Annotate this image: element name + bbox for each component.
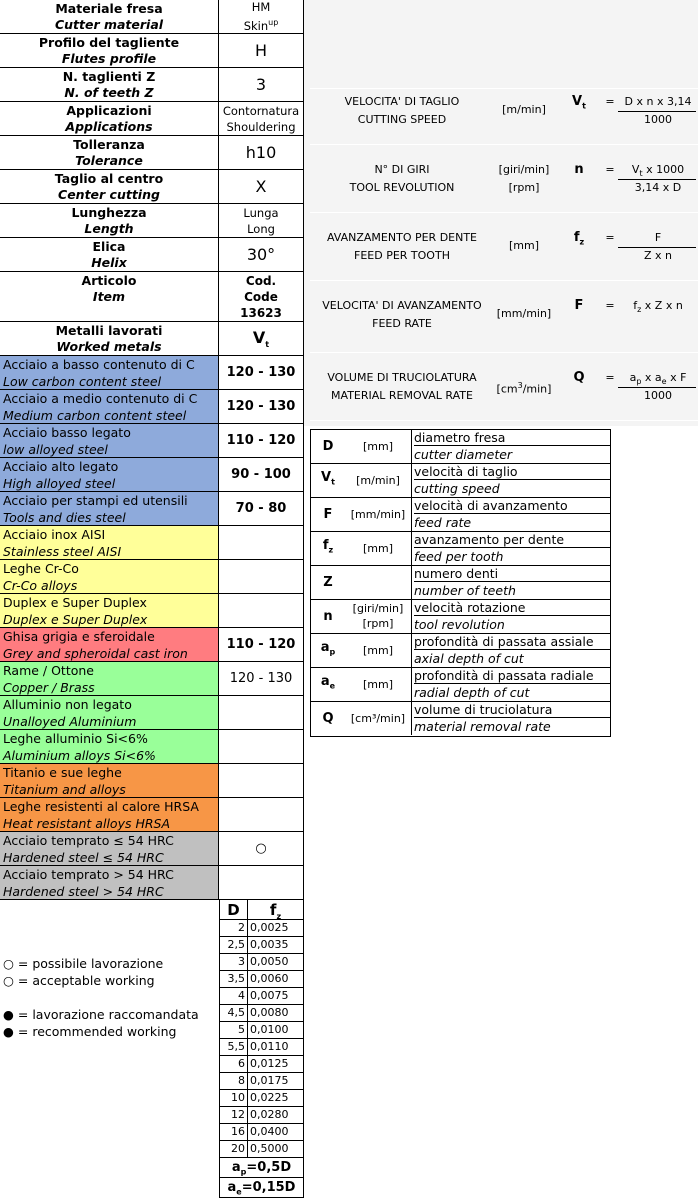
dfz-diameter: 4 [219, 988, 248, 1005]
spec-label-en: Tolerance [75, 153, 143, 168]
formula-denominator: 1000 [644, 389, 672, 402]
material-row [0, 764, 219, 798]
formula-symbol [562, 231, 596, 250]
material-row [0, 866, 219, 900]
spec-value-main: Contornatura [222, 103, 300, 118]
spec-label [0, 204, 219, 238]
legend-description-it: numero denti [414, 565, 610, 582]
legend-symbol-text: $f_z$ [322, 538, 334, 555]
spec-value-main: X [255, 176, 267, 196]
legend-description-it: velocità di avanzamento [414, 497, 610, 514]
formula-symbol [562, 95, 596, 114]
material-row [0, 526, 219, 560]
legend-description-en: feed per tooth [414, 549, 504, 564]
spec-label-it: Lunghezza [71, 205, 147, 220]
material-name-it: Acciaio temprato ≤ 54 HRC [3, 833, 174, 848]
formula-symbol-text: n [574, 162, 584, 177]
symbol-legend-it: ● = lavorazione raccomandata [3, 1007, 199, 1022]
material-name-en: Copper / Brass [3, 680, 95, 695]
material-name-en: Cr-Co alloys [3, 578, 78, 593]
legend-description-it: profondità di passata radiale [414, 667, 610, 684]
material-row [0, 458, 219, 492]
material-name-en: Stainless steel AISI [3, 544, 122, 559]
spec-value-secondary: Skin$^{up}$ [243, 18, 279, 33]
dfz-feed: 0,0225 [248, 1090, 304, 1107]
spec-label-en: Cutter material [54, 17, 164, 32]
legend-unit [345, 565, 411, 599]
legend-unit [345, 497, 411, 531]
dfz-feed: 0,0075 [248, 988, 304, 1005]
spec-label-it: Taglio al centro [54, 171, 164, 186]
legend-description-en: number of teeth [414, 583, 516, 598]
legend-unit [345, 599, 411, 633]
legend-unit-alt: [rpm] [362, 617, 394, 630]
formula-separator [310, 212, 698, 213]
spec-value [219, 34, 304, 68]
dfz-diameter: 5 [219, 1022, 248, 1039]
spec-value-main: h10 [245, 142, 277, 162]
spec-value-main: 30° [246, 244, 276, 264]
material-name-en: Hardened steel ≤ 54 HRC [3, 850, 164, 865]
ae-symbol: $a_e$ [227, 1180, 242, 1197]
legend-description [411, 565, 610, 599]
formula-unit-alt: [rpm] [508, 181, 540, 194]
material-cutting-speed: 70 - 80 [219, 492, 304, 526]
dfz-feed: 0,0080 [248, 1005, 304, 1022]
formula-numerator: $V_t$ x 1000 [631, 163, 685, 179]
material-name-it: Alluminio non legato [3, 697, 132, 712]
vt-header [219, 322, 304, 356]
legend-description [411, 429, 610, 463]
formula-separator [310, 144, 698, 145]
spec-value [219, 0, 304, 34]
material-cutting-speed: 120 - 130 [219, 390, 304, 424]
legend-unit-text: [m/min] [356, 473, 400, 487]
material-cutting-speed: 110 - 120 [219, 628, 304, 662]
legend-symbol-text: Q [322, 710, 334, 726]
material-name-en: Titanium and alloys [3, 782, 126, 797]
material-name-it: Leghe resistenti al calore HRSA [3, 799, 199, 814]
item-label-en: Item [92, 289, 126, 304]
formula-symbol [562, 371, 596, 385]
dfz-diameter: 6 [219, 1056, 248, 1073]
metals-header-it: Metalli lavorati [55, 323, 163, 338]
formula-unit: [m/min] [502, 103, 546, 116]
formula-name-it: VOLUME DI TRUCIOLATURA [327, 371, 477, 384]
fraction-bar [618, 111, 696, 112]
item-code-en: Code [244, 290, 278, 304]
formula-name-en: FEED RATE [372, 317, 432, 330]
legend-unit [345, 531, 411, 565]
spec-value [219, 136, 304, 170]
dfz-feed: 0,5000 [248, 1141, 304, 1158]
formula-unit: [giri/min] [498, 163, 550, 176]
legend-description-it: velocità di taglio [414, 463, 610, 480]
material-cutting-speed [219, 866, 304, 900]
material-cutting-speed [219, 764, 304, 798]
fz-symbol: $f_z$ [269, 901, 282, 921]
legend-symbol [311, 633, 345, 667]
material-row [0, 696, 219, 730]
legend-unit-text: [mm] [362, 643, 393, 657]
legend-description [411, 497, 610, 531]
material-row [0, 730, 219, 764]
formula-symbol-text: $f_z$ [573, 230, 585, 247]
legend-description-it: velocità rotazione [414, 599, 610, 616]
legend-description [411, 667, 610, 701]
legend-unit [345, 667, 411, 701]
legend-symbol-text: $a_p$ [320, 640, 336, 657]
material-row [0, 424, 219, 458]
item-code-it: Cod. [245, 274, 277, 288]
material-name-en: Heat resistant alloys HRSA [3, 816, 171, 831]
spec-label-it: Materiale fresa [55, 1, 163, 16]
material-cutting-speed: 110 - 120 [219, 424, 304, 458]
formula-name-it: VELOCITA' DI TAGLIO [344, 95, 460, 108]
formula-name-it: AVANZAMENTO PER DENTE [326, 231, 478, 244]
spec-value-secondary: Long [247, 221, 275, 236]
formula-equals: = [605, 299, 615, 312]
spec-label [0, 0, 219, 34]
material-name-it: Acciaio basso legato [3, 425, 131, 440]
ae-rule [219, 1178, 304, 1198]
ap-symbol: $a_p$ [231, 1160, 247, 1177]
legend-symbol [311, 565, 345, 599]
material-cutting-speed [219, 526, 304, 560]
ap-value: =0,5D [246, 1160, 292, 1175]
formula-denominator: Z x n [643, 249, 672, 262]
dfz-feed: 0,0400 [248, 1124, 304, 1141]
formula-equals: = [605, 371, 615, 384]
spec-label-en: Helix [91, 255, 127, 270]
material-cutting-speed: 120 - 130 [219, 662, 304, 696]
material-cutting-speed [219, 730, 304, 764]
legend-unit [345, 463, 411, 497]
symbol-legend-en: ● = recommended working [3, 1024, 177, 1039]
legend-description-en: axial depth of cut [414, 651, 524, 666]
legend-unit-text: [giri/min] [352, 602, 404, 615]
item-code [219, 272, 304, 322]
spec-value [219, 68, 304, 102]
legend-unit-text: [cm³/min] [350, 711, 406, 725]
dfz-feed: 0,0100 [248, 1022, 304, 1039]
legend-unit-text: [mm] [362, 541, 393, 555]
material-row [0, 492, 219, 526]
spec-label-en: Center cutting [58, 187, 160, 202]
material-cutting-speed [219, 798, 304, 832]
ae-value: =0,15D [241, 1180, 296, 1195]
material-name-it: Duplex e Super Duplex [3, 595, 147, 610]
dfz-feed: 0,0050 [248, 954, 304, 971]
legend-symbol [311, 599, 345, 633]
legend-description [411, 531, 610, 565]
formula-symbol-text: Q [573, 370, 585, 385]
formula-separator [310, 280, 698, 281]
item-code-number: 13623 [240, 306, 282, 320]
legend-description [411, 599, 610, 633]
legend-unit-text: [mm] [362, 439, 393, 453]
formula-name-en: TOOL REVOLUTION [349, 181, 455, 194]
material-name-it: Titanio e sue leghe [3, 765, 122, 780]
formula-numerator: $a_p$ x $a_e$ x F [629, 371, 687, 387]
material-name-it: Ghisa grigia e sferoidale [3, 629, 155, 644]
spec-label-en: Flutes profile [61, 51, 157, 66]
legend-symbol [311, 667, 345, 701]
dfz-diameter: 8 [219, 1073, 248, 1090]
material-name-en: Aluminium alloys Si<6% [3, 748, 156, 763]
material-cutting-speed: ○ [219, 832, 304, 866]
legend-description-en: cutting speed [414, 481, 500, 496]
material-cutting-speed [219, 560, 304, 594]
material-cutting-speed [219, 594, 304, 628]
ap-rule [219, 1158, 304, 1178]
dfz-header-fz [248, 900, 304, 920]
symbol-legend-it: ○ = possibile lavorazione [3, 956, 164, 971]
material-name-en: Duplex e Super Duplex [3, 612, 148, 627]
spec-label [0, 102, 219, 136]
material-row [0, 662, 219, 696]
spec-label [0, 136, 219, 170]
formula-numerator: F [654, 231, 662, 244]
dfz-diameter: 16 [219, 1124, 248, 1141]
fraction-bar [618, 247, 696, 248]
legend-unit-text: [mm/min] [350, 507, 406, 521]
legend-symbol-text: Z [323, 574, 333, 590]
formula-numerator: D x n x 3,14 [624, 95, 692, 108]
dfz-diameter: 2 [219, 920, 248, 937]
dfz-diameter: 4,5 [219, 1005, 248, 1022]
material-row [0, 356, 219, 390]
legend-description-en: tool revolution [414, 617, 505, 632]
dfz-header-d: D [219, 900, 248, 920]
dfz-diameter: 10 [219, 1090, 248, 1107]
formula-name-it: N° DI GIRI [374, 163, 430, 176]
dfz-feed: 0,0060 [248, 971, 304, 988]
legend-symbol [311, 701, 345, 735]
dfz-diameter: 3,5 [219, 971, 248, 988]
spec-value [219, 204, 304, 238]
dfz-diameter: 3 [219, 954, 248, 971]
material-name-it: Acciaio a medio contenuto di C [3, 391, 198, 406]
formula-separator [310, 420, 698, 421]
material-name-it: Leghe Cr-Co [3, 561, 79, 576]
dfz-diameter: 5,5 [219, 1039, 248, 1056]
metals-header-en: Worked metals [56, 339, 162, 354]
spec-label-en: N. of teeth Z [64, 85, 154, 100]
legend-description-en: radial depth of cut [414, 685, 530, 700]
material-name-en: Medium carbon content steel [3, 408, 187, 423]
spec-label [0, 34, 219, 68]
spec-value-main: HM [251, 0, 271, 15]
formula-unit: [mm] [508, 239, 539, 252]
spec-value [219, 170, 304, 204]
formula-separator [310, 88, 698, 89]
legend-description-it: diametro fresa [414, 429, 610, 446]
material-row [0, 832, 219, 866]
spec-label-it: N. taglienti Z [62, 69, 156, 84]
material-row [0, 390, 219, 424]
formula-unit: [mm/min] [496, 307, 552, 320]
dfz-feed: 0,0035 [248, 937, 304, 954]
dfz-diameter: 12 [219, 1107, 248, 1124]
material-name-en: Low carbon content steel [3, 374, 162, 389]
formula-equals: = [605, 95, 615, 108]
legend-unit [345, 633, 411, 667]
dfz-feed: 0,0025 [248, 920, 304, 937]
material-row [0, 594, 219, 628]
vt-symbol: $V_t$ [252, 327, 270, 350]
legend-symbol [311, 429, 345, 463]
material-row [0, 798, 219, 832]
material-name-it: Rame / Ottone [3, 663, 94, 678]
formula-name-en: FEED PER TOOTH [354, 249, 450, 262]
formula-symbol [562, 163, 596, 177]
material-row [0, 560, 219, 594]
formula-equals: = [605, 231, 615, 244]
legend-description-en: material removal rate [414, 719, 551, 734]
dfz-feed: 0,0110 [248, 1039, 304, 1056]
formula-name-en: MATERIAL REMOVAL RATE [331, 389, 473, 402]
formula-equals: = [605, 163, 615, 176]
spec-value-main: H [254, 40, 268, 60]
fraction-bar [618, 179, 696, 180]
spec-value-main: Lunga [243, 205, 279, 220]
spec-value-secondary: Shouldering [226, 119, 296, 134]
formula-separator [310, 352, 698, 353]
formula-denominator: 1000 [644, 113, 672, 126]
spec-value [219, 238, 304, 272]
material-name-en: low alloyed steel [3, 442, 108, 457]
formula-unit: $[cm^3/\min]$ [496, 381, 552, 396]
material-name-it: Leghe alluminio Si<6% [3, 731, 148, 746]
formula-symbol [562, 299, 596, 313]
legend-description-en: cutter diameter [414, 447, 513, 462]
legend-description-it: profondità di passata assiale [414, 633, 610, 650]
material-name-en: Unalloyed Aluminium [3, 714, 137, 729]
fraction-bar [618, 387, 696, 388]
spec-label-en: Applications [65, 119, 153, 134]
spec-label-it: Applicazioni [66, 103, 152, 118]
metals-header [0, 322, 219, 356]
dfz-feed: 0,0125 [248, 1056, 304, 1073]
spec-value-main: 3 [255, 74, 267, 94]
item-label-it: Articolo [81, 273, 137, 288]
material-name-it: Acciaio inox AISI [3, 527, 106, 542]
spec-label-it: Elica [92, 239, 126, 254]
material-row [0, 628, 219, 662]
spec-label [0, 68, 219, 102]
legend-unit [345, 701, 411, 735]
formula-name-it: VELOCITA' DI AVANZAMENTO [322, 299, 482, 312]
legend-description-it: avanzamento per dente [414, 531, 610, 548]
material-name-en: Tools and dies steel [3, 510, 126, 525]
spec-label-it: Tolleranza [73, 137, 145, 152]
legend-unit [345, 429, 411, 463]
legend-symbol-text: D [322, 438, 334, 454]
spec-label [0, 170, 219, 204]
legend-description-it: volume di truciolatura [414, 701, 610, 718]
formula-denominator: 3,14 x D [634, 181, 682, 194]
formula-name-en: CUTTING SPEED [357, 113, 447, 126]
spec-value [219, 102, 304, 136]
legend-symbol-text: n [323, 608, 333, 624]
spec-label [0, 238, 219, 272]
legend-symbol [311, 497, 345, 531]
dfz-diameter: 2,5 [219, 937, 248, 954]
spec-label-en: Length [84, 221, 134, 236]
dfz-diameter: 20 [219, 1141, 248, 1158]
material-name-it: Acciaio temprato > 54 HRC [3, 867, 174, 882]
material-name-it: Acciaio alto legato [3, 459, 119, 474]
formula-numerator: $f_z$ x Z x n [633, 299, 683, 315]
material-cutting-speed: 120 - 130 [219, 356, 304, 390]
legend-symbol-text: $V_t$ [321, 470, 335, 487]
material-cutting-speed: 90 - 100 [219, 458, 304, 492]
material-name-it: Acciaio a basso contenuto di C [3, 357, 195, 372]
item-label [0, 272, 219, 322]
symbol-legend-en: ○ = acceptable working [3, 973, 155, 988]
material-name-en: Hardened steel > 54 HRC [3, 884, 164, 899]
legend-symbol [311, 531, 345, 565]
legend-unit-text: [mm] [362, 677, 393, 691]
dfz-feed: 0,0280 [248, 1107, 304, 1124]
legend-description [411, 463, 610, 497]
dfz-feed: 0,0175 [248, 1073, 304, 1090]
legend-symbol [311, 463, 345, 497]
spec-label-it: Profilo del tagliente [38, 35, 180, 50]
legend-symbol-text: F [323, 506, 333, 522]
material-cutting-speed [219, 696, 304, 730]
legend-description [411, 701, 610, 735]
legend-description-en: feed rate [414, 515, 472, 530]
legend-description [411, 633, 610, 667]
material-name-it: Acciaio per stampi ed utensili [3, 493, 188, 508]
material-name-en: High alloyed steel [3, 476, 116, 491]
material-name-en: Grey and spheroidal cast iron [3, 646, 188, 661]
formula-symbol-text: F [574, 298, 584, 313]
legend-symbol-text: $a_e$ [320, 674, 336, 691]
formula-symbol-text: $V_t$ [572, 94, 586, 111]
